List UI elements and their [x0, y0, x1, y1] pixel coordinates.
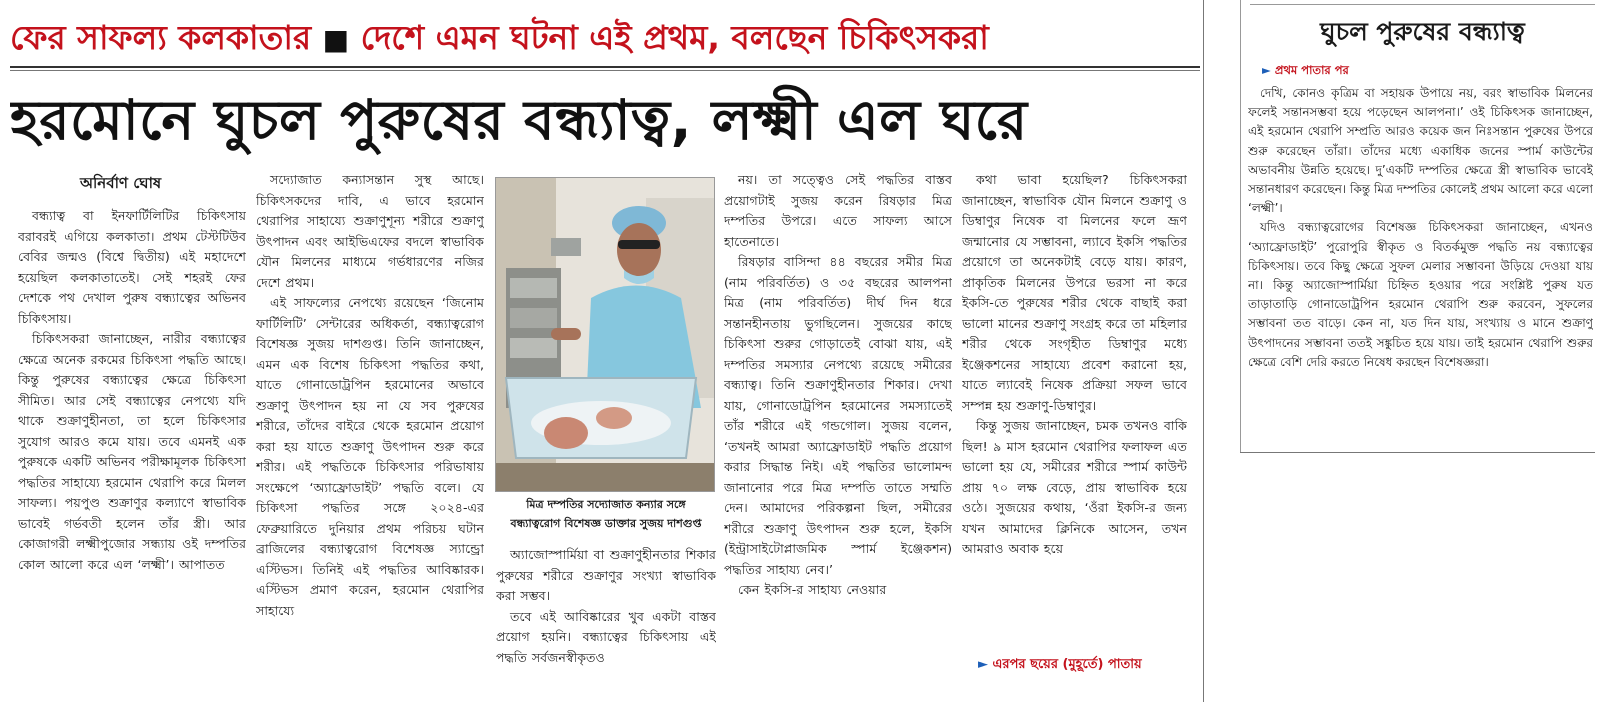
kicker-line: [10, 14, 1200, 62]
kicker-left: ফের সাফল্য কলকাতার: [10, 18, 312, 57]
side-top-rule: [1250, 4, 1595, 5]
continued-label: [1262, 62, 1349, 81]
kicker-right: দেশে এমন ঘটনা এই প্রথম, বলছেন চিকিৎসকরা: [360, 18, 989, 57]
column-2-paragraph-2: এই সাফল্যের নেপথ্যে রয়েছেন ‘জিনোম ফার্টিলিটি’ সেন্টারের অধিকর্তা, বন্ধ্যাত্বরোগ বিশেষজ্ঞ সুজয় দাশগুপ্ত। তিনি জানাচ্ছেন, এমন এক বিশেষ চিকিৎসা পদ্ধতির কথা, যাতে গোনাডোট্রপিন হরমোনের অভাবে শুক্রাণু উৎপাদন হয় না যে সব পুরুষের শরীরে, তাঁদের বাইরে থেকে হরমোন প্রয়োগ করা হয় যাতে শুক্রাণু উৎপাদন শুরু করে শরীর। এই পদ্ধতিকে চিকিৎসার পরিভাষায় সংক্ষেপে ‘অ্যাফ্রোডাইট’ পদ্ধতি বলে। যে চিকিৎসা পদ্ধতির সঙ্গে ২০২৪-এর ফেব্রুয়ারিতে দুনিয়ার প্রথম পরিচয় ঘটান ব্রাজিলের বন্ধ্যাত্বরোগ বিশেষজ্ঞ স্যান্ড্রো এস্টিভস। তিনিই এই পদ্ধতির আবিষ্কারক। এস্টিভস প্রমাণ করেন, হরমোন থেরাপির সাহায্যে: [256, 295, 484, 618]
continued-text: প্রথম পাতার পর: [1274, 63, 1349, 77]
column-4-paragraph-2: রিষড়ার বাসিন্দা ৪৪ বছরের সমীর মিত্র (নাম পরিবর্তিত) ও ৩৫ বছরের আলপনা মিত্র (নাম পরিবর্তিত) দীর্ঘ দিন ধরে সন্তানহীনতায় ভুগছিলেন। সুজয়ের কাছে চিকিৎসা শুরুর গোড়াতেই বোঝা যায়, এই দম্পতির সমস্যার নেপথ্যে রয়েছে সমীরের বন্ধ্যাত্ব। তিনি শুক্রাণুহীনতার শিকার। দেখা যায়, গোনাডোট্রপিন হরমোনের সমস্যাতেই তাঁর শরীরে এই গন্ডগোল। সুজয় বলেন, ‘তখনই আমরা অ্যাফ্রোডাইট পদ্ধতি প্রয়োগ করার সিদ্ধান্ত নিই। এই পদ্ধতির ভালোমন্দ জানানোর পরে মিত্র দম্পতি তাতে সম্মতি দেন। আমাদের পরিকল্পনা ছিল, সমীরের শরীরে শুক্রাণু উৎপাদন শুরু হলে, ইকসি (ইন্ট্রাসাইটোপ্লাজমিক স্পার্ম ইঞ্জেকশন) পদ্ধতির সাহায্য নেব।’: [724, 254, 952, 577]
article-photo: [495, 177, 715, 492]
kicker-separator: ■: [322, 23, 350, 56]
headline: হরমোনে ঘুচল পুরুষের বন্ধ্যাত্ব, লক্ষ্মী এল ঘরে: [10, 88, 1028, 152]
column-4-paragraph-1: নয়। তা সত্ত্বেও সেই পদ্ধতির বাস্তব প্রয়োগটাই সুজয় করেন রিষড়ার মিত্র দম্পতির উপরে। এতে সাফল্য আসে হাতেনাতে।: [724, 172, 952, 249]
jump-text: এরপর ছয়ের (মুহূর্তে) পাতায়: [992, 657, 1142, 672]
caption-line-1: মিত্র দম্পতির সদ্যোজাত কন্যার সঙ্গে: [526, 498, 686, 511]
byline: অনির্বাণ ঘোষ: [80, 174, 162, 192]
side-paragraph-2: যদিও বন্ধ্যাত্বরোগের বিশেষজ্ঞ চিকিৎসকরা জানাচ্ছেন, এখনও ‘অ্যাফ্রোডাইট’ পুরোপুরি স্বীকৃত ও বিতর্কমুক্ত পদ্ধতি নয় বন্ধ্যাত্বের চিকিৎসায়। তবে কিছু ক্ষেত্রে সুফল মেলার সম্ভাবনা উড়িয়ে দেওয়া যায় না। কিন্তু অ্যাজোস্পার্মিয়া চিহ্নিত হওয়ার পরে সংশ্লিষ্ট পুরুষ যত তাড়াতাড়ি গোনাডোট্রপিন হরমোন থেরাপি শুরু করবেন, সুফলের সম্ভাবনা তত বাড়ে। কেন না, যত দিন যায়, সংখ্যায় ও মানে শুক্রাণু উৎপাদনের সম্ভাবনা ততই সঙ্কুচিত হয়ে যায়। তাই হরমোন থেরাপি শুরুর ক্ষেত্রে বেশি দেরি করতে নিষেধ করছেন বিশেষজ্ঞরা।: [1248, 220, 1593, 369]
caption-line-2: বন্ধ্যাত্বরোগ বিশেষজ্ঞ ডাক্তার সুজয় দাশগুপ্ত: [510, 517, 702, 530]
column-5-paragraph-2: কিন্তু সুজয় জানাচ্ছেন, চমক তখনও বাকি ছিল! ৯ মাস হরমোন থেরাপির ফলাফল এত ভালো হয় যে, সমীরের শরীরে স্পার্ম কাউন্ট প্রায় ৭০ লক্ষ বেড়ে, প্রায় স্বাভাবিক হয়ে ওঠে। সুজয়ের কথায়, ‘ওঁরা ইকসি-র জন্য যখন আমাদের ক্লিনিকে আসেন, তখন আমরাও অবাক হয়ে: [962, 418, 1187, 556]
column-4-paragraph-3: কেন ইকসি-র সাহায্য নেওয়ার: [738, 582, 887, 597]
column-divider: [1203, 0, 1204, 702]
column-1-paragraph-2: চিকিৎসকরা জানাচ্ছেন, নারীর বন্ধ্যাত্বের ক্ষেত্রে অনেক রকমের চিকিৎসা পদ্ধতি আছে। কিন্তু পুরুষের বন্ধ্যাত্বের ক্ষেত্রে চিকিৎসা সীমিত। আর সেই বন্ধ্যাত্বের নেপথ্যে যদি থাকে শুক্রাণুহীনতা, তা হলে চিকিৎসার সুযোগ আরও কমে যায়। তবে এমনই এক পুরুষকে একটি অভিনব পরীক্ষামূলক চিকিৎসা পদ্ধতির সাহায্যে হরমোন থেরাপি করে মিলল সাফল্য। পয়পুণ্ড শুক্রাণুর কল্যাণে স্বাভাবিক ভাবেই গর্ভবতী হলেন তাঁর স্ত্রী। আর কোজাগরী লক্ষ্মীপুজোর সন্ধ্যায় ওই দম্পতির কোল আলো করে এল ‘লক্ষ্মী’। আপাতত: [18, 331, 246, 572]
article-column-1: [18, 206, 246, 668]
column-3-paragraph-2: তবে এই আবিষ্কারের খুব একটা বাস্তব প্রয়োগ হয়নি। বন্ধ্যাত্বের চিকিৎসায় এই পদ্ধতি সর্বজনস্বীকৃতও: [496, 608, 716, 665]
photo-caption: [500, 495, 712, 533]
continued-arrow-icon: ►: [1262, 63, 1271, 77]
column-1-paragraph-1: বন্ধ্যাত্ব বা ইনফার্টিলিটির চিকিৎসায় বরাবরই এগিয়ে কলকাতা। প্রথম টেস্টটিউব বেবির জন্মও (বিশ্বে দ্বিতীয়) এই মহাদেশে হয়েছিল কলকাতাতেই। সেই শহরই ফের দেশকে পথ দেখাল পুরুষ বন্ধ্যাত্বের অভিনব চিকিৎসায়।: [18, 208, 246, 326]
kicker-rule: [10, 66, 1200, 68]
article-column-5: [962, 170, 1187, 646]
doctor-with-newborn-photo: [496, 178, 714, 491]
jump-link: [978, 655, 1142, 676]
side-left-rule: [1240, 0, 1241, 452]
kicker-rule-thin: [10, 70, 1200, 71]
column-2-paragraph-1: সদ্যোজাত কন্যাসন্তান সুস্থ আছে। চিকিৎসকদের দাবি, এ ভাবে হরমোন থেরাপির সাহায্যে শুক্রাণুশূন্য শরীরে শুক্রাণু উৎপাদন এবং আইভিএফের বদলে স্বাভাবিক যৌন মিলনের মাধ্যমে গর্ভধারণের নজির দেশে প্রথম।: [256, 172, 484, 290]
column-3-paragraph-1: অ্যাজোস্পার্মিয়া বা শুক্রাণুহীনতার শিকার পুরুষের শরীরে শুক্রাণুর সংখ্যা স্বাভাবিক করা সম্ভব।: [496, 547, 716, 603]
article-column-3: [496, 545, 716, 670]
article-column-2: [256, 170, 484, 668]
column-5-paragraph-1: কথা ভাবা হয়েছিল? চিকিৎসকরা জানাচ্ছেন, স্বাভাবিক যৌন মিলনে শুক্রাণু ও ডিম্বাণুর নিষেক বা মিলনের ফলে ভ্রূণ জন্মানোর যে সম্ভাবনা, ল্যাবে ইকসি পদ্ধতির প্রয়োগে তা অনেকটাই বেড়ে যায়। কারণ, প্রাকৃতিক মিলনের উপরে ভরসা না করে ইকসি-তে পুরুষের শরীর থেকে বাছাই করা ভালো মানের শুক্রাণু সংগ্রহ করে তা মহিলার শরীর থেকে সংগৃহীত ডিম্বাণুর মধ্যে ইঞ্জেকশনের সাহায্যে প্রবেশ করানো হয়, যাতে ল্যাবেই নিষেক প্রক্রিয়া সফল ভাবে সম্পন্ন হয় শুক্রাণু-ডিম্বাণুর।: [962, 172, 1187, 413]
side-article-body: [1248, 84, 1593, 446]
side-bottom-rule: [1240, 452, 1595, 453]
side-paragraph-1: দেখি, কোনও কৃত্রিম বা সহায়ক উপায়ে নয়, বরং স্বাভাবিক মিলনের ফলেই সন্তানসম্ভবা হয়ে পড়েছেন আলপনা।’ ওই চিকিৎসক জানাচ্ছেন, এই হরমোন থেরাপি সম্প্রতি আরও কয়েক জন নিঃসন্তান পুরুষের উপরে শুরু করেছেন তাঁরা। তাঁদের মধ্যে একাধিক জনের স্পার্ম কাউন্টের অভাবনীয় উন্নতি হয়েছে। দু’একটি দম্পতির ক্ষেত্রে স্ত্রী স্বাভাবিক ভাবেই সন্তানধারণ করেছেন। কিন্তু মিত্র দম্পতির কোলেই প্রথম আলো করে এলো ‘লক্ষ্মী’।: [1248, 86, 1593, 216]
jump-arrow-icon: ►: [978, 657, 988, 672]
article-column-4: [724, 170, 952, 670]
side-headline: ঘুচল পুরুষের বন্ধ্যাত্ব: [1320, 17, 1525, 46]
